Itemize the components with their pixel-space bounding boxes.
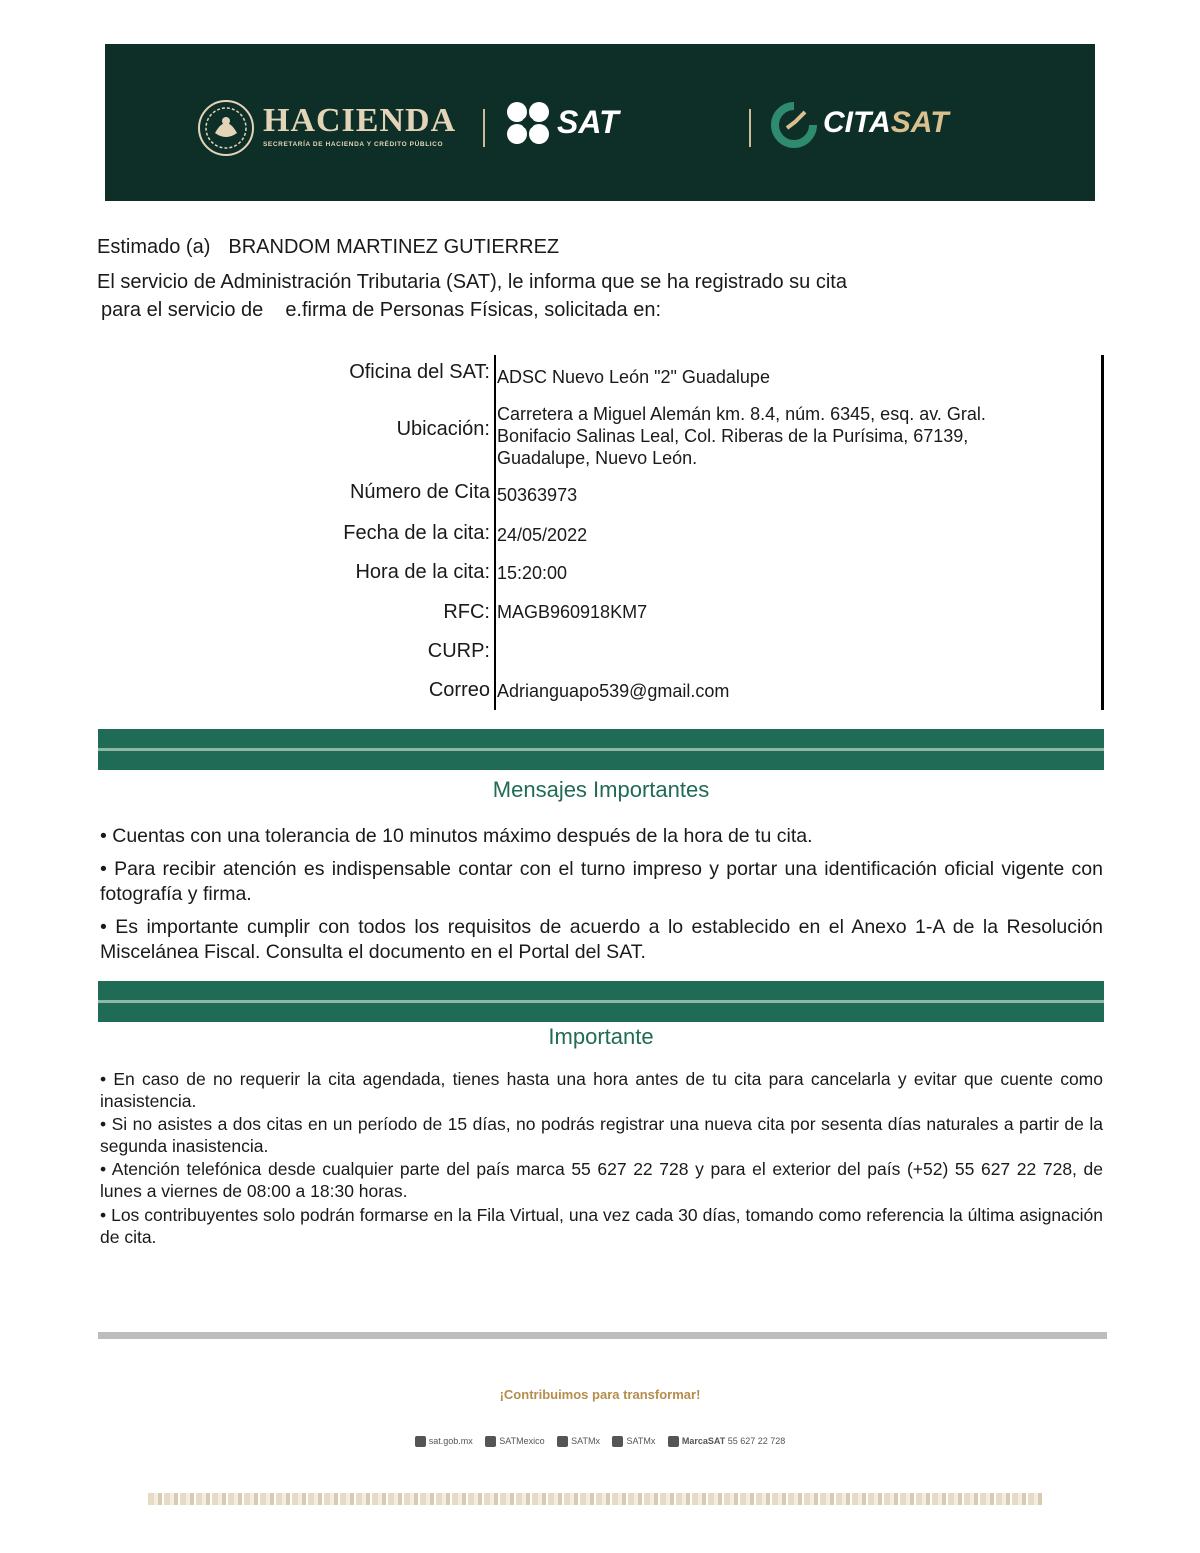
appointment-time-value: 15:20:00	[497, 563, 568, 583]
appointment-number-value: 50363973	[497, 485, 578, 505]
message-item: • Para recibir atención es indispensable contar con el turno impreso y portar una identificación oficial vigente con fotografía y firma.	[100, 858, 1103, 905]
banner-divider	[483, 109, 485, 147]
message-item: • Es importante cumplir con todos los requisitos de acuerdo a lo establecido en el Anexo 1-A de la Resolución Miscelánea Fiscal. Consulta el documento en el Portal del SAT.	[100, 916, 1103, 963]
footer-marcasat-link[interactable]: MarcaSAT 55 627 22 728	[668, 1436, 785, 1447]
footer-youtube-link[interactable]: SATMx	[612, 1436, 655, 1447]
twitter-icon	[557, 1436, 568, 1447]
web-icon	[415, 1436, 426, 1447]
mexican-coat-of-arms-icon	[197, 99, 255, 157]
hacienda-title: HACIENDA	[263, 102, 457, 139]
intro-line-1: El servicio de Administración Tributaria (SAT), le informa que se ha registrado su cita	[97, 271, 847, 293]
email-value: Adrianguapo539@gmail.com	[497, 681, 730, 701]
office-label: Oficina del SAT:	[349, 361, 490, 383]
sat-logo-text: SAT	[557, 104, 619, 140]
important-title: Importante	[548, 1024, 654, 1049]
sat-logo-icon	[505, 100, 551, 146]
rfc-label: RFC:	[443, 601, 490, 623]
section-bar-messages	[98, 729, 1104, 770]
intro-line-2	[101, 299, 661, 322]
footer-facebook-link[interactable]: SATMexico	[485, 1436, 544, 1447]
important-item: • Los contribuyentes solo podrán formarse en la Fila Virtual, una vez cada 30 días, tomando como referencia la última asignación de cita.	[100, 1205, 1103, 1247]
intro-service-prefix: para el servicio de	[101, 299, 264, 321]
office-value: ADSC Nuevo León "2" Guadalupe	[497, 367, 770, 387]
footer-divider	[98, 1332, 1107, 1339]
details-divider-right	[1101, 355, 1104, 710]
email-label: Correo	[428, 679, 490, 701]
banner-divider	[749, 109, 751, 147]
footer-decorative-pattern	[148, 1493, 1044, 1505]
appointment-number-label: Número de Cita	[349, 481, 490, 503]
facebook-icon	[485, 1436, 496, 1447]
youtube-icon	[612, 1436, 623, 1447]
hacienda-subtitle: SECRETARÍA DE HACIENDA Y CRÉDITO PÚBLICO	[263, 141, 444, 148]
messages-title: Mensajes Importantes	[492, 777, 710, 802]
appointment-time-label: Hora de la cita:	[355, 561, 490, 583]
location-value: Carretera a Miguel Alemán km. 8.4, núm. 6345, esq. av. Gral. Bonifacio Salinas Leal, Col. Riberas de la Purísima, 67139, Guadalupe, Nuevo León.	[497, 404, 986, 468]
curp-label: CURP:	[427, 640, 490, 662]
important-item: • Atención telefónica desde cualquier parte del país marca 55 627 22 728 y para el exterior del país (+52) 55 627 22 728, de lunes a viernes de 08:00 a 18:30 horas.	[100, 1159, 1103, 1201]
service-name: e.firma de Personas Físicas, solicitada en:	[285, 299, 662, 321]
appointment-date-value: 24/05/2022	[497, 525, 588, 545]
citasat-logo-icon	[771, 102, 817, 148]
footer-twitter-link[interactable]: SATMx	[557, 1436, 600, 1447]
section-bar-important	[98, 981, 1104, 1022]
greeting-prefix: Estimado (a)	[97, 236, 211, 258]
important-item: • Si no asistes a dos citas en un período de 15 días, no podrás registrar una nueva cita por sesenta días naturales a partir de la segunda inasistencia.	[100, 1114, 1103, 1156]
phone-icon	[668, 1436, 679, 1447]
footer-web-link[interactable]: sat.gob.mx	[415, 1436, 473, 1447]
citasat-logo-text: CITASAT	[823, 106, 949, 139]
recipient-name: BRANDOM MARTINEZ GUTIERREZ	[228, 236, 560, 258]
header-banner	[105, 44, 1095, 201]
appointment-date-label: Fecha de la cita:	[343, 522, 490, 544]
important-item: • En caso de no requerir la cita agendada, tienes hasta una hora antes de tu cita para cancelarla y evitar que cuente como inasistencia.	[100, 1069, 1103, 1111]
message-item: • Cuentas con una tolerancia de 10 minutos máximo después de la hora de tu cita.	[100, 825, 813, 847]
rfc-value: MAGB960918KM7	[497, 602, 648, 622]
details-divider-left	[494, 355, 496, 710]
footer-social-links	[0, 1436, 1200, 1447]
footer-slogan: ¡Contribuimos para transformar!	[499, 1387, 701, 1402]
greeting-line	[97, 236, 559, 259]
location-label: Ubicación:	[396, 418, 490, 440]
